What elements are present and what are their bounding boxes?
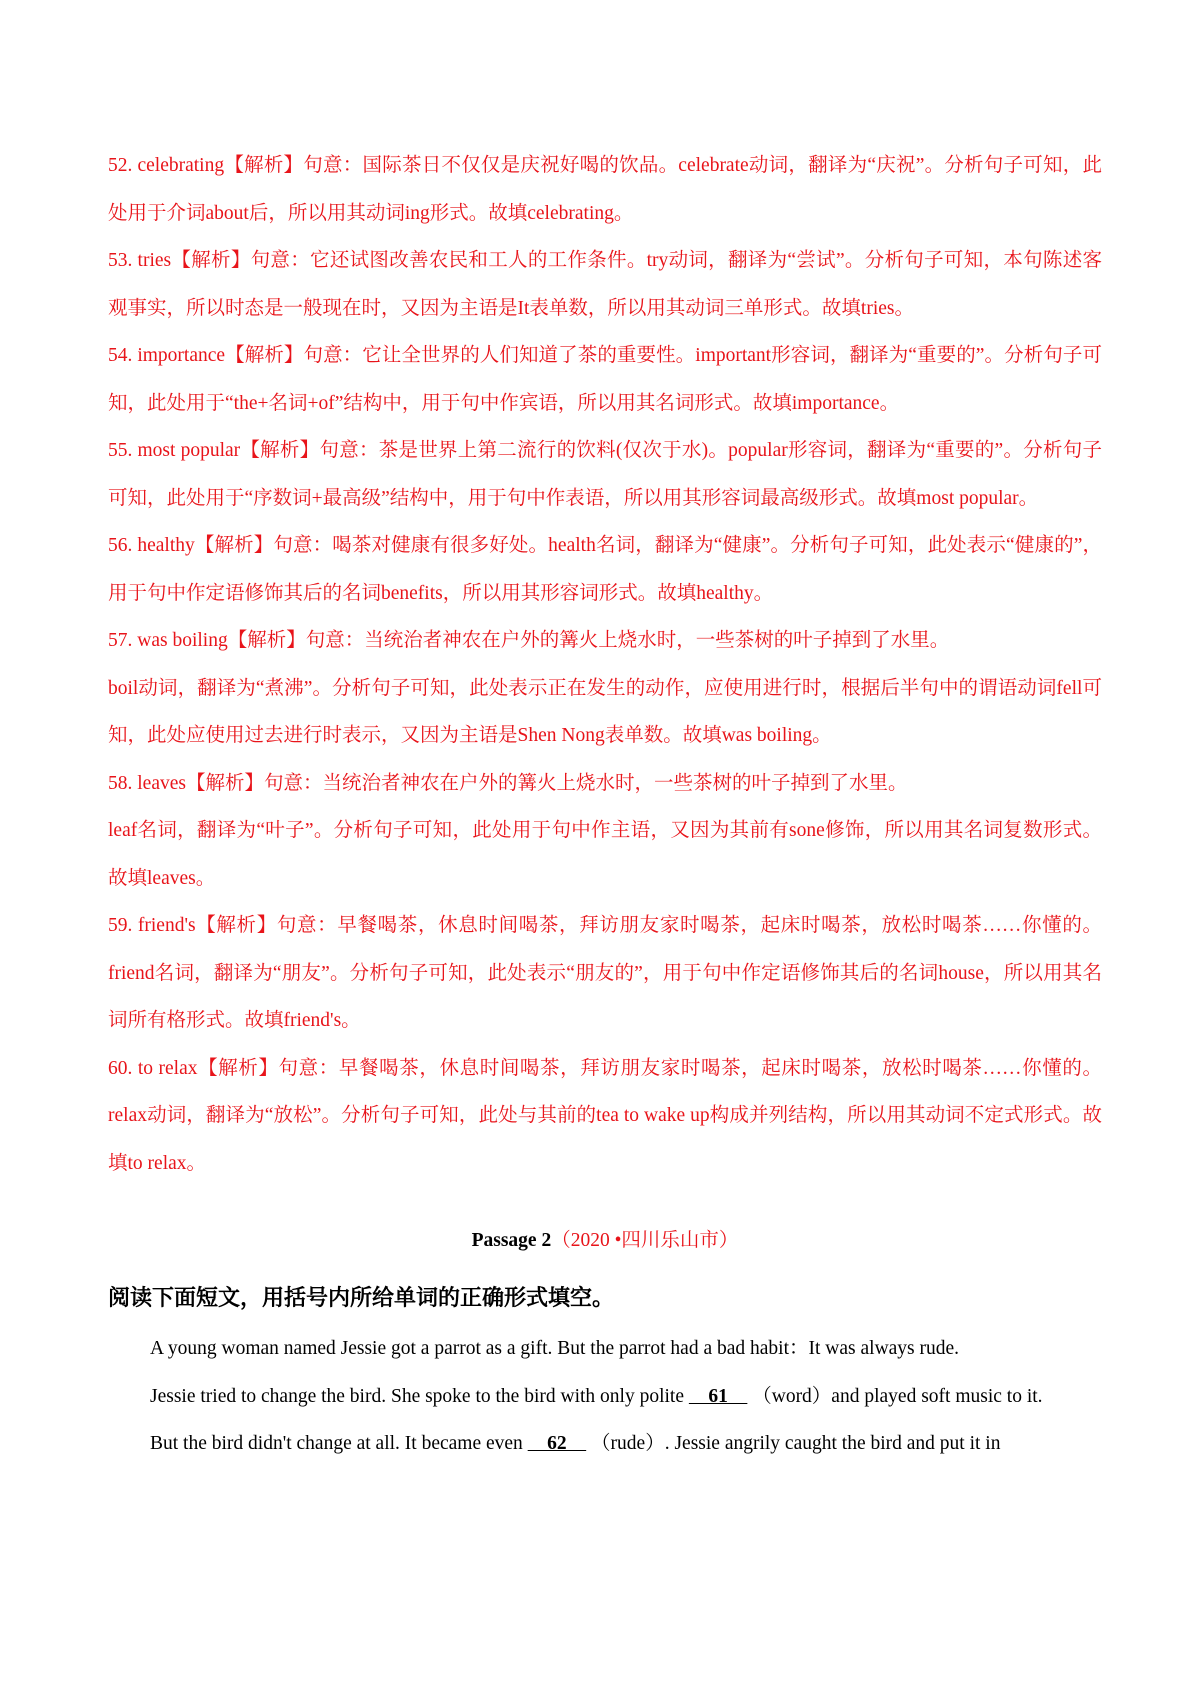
passage-label: Passage 2 [471, 1230, 552, 1251]
answer-56: 56. healthy【解析】句意：喝茶对健康有很多好处。health名词，翻译为“健康”。分析句子可知，此处表示“健康的”，用于句中作定语修饰其后的名词benefits，所以用其形容词形式。故填healthy。 [108, 535, 1102, 604]
answer-52: 52. celebrating【解析】句意：国际茶日不仅仅是庆祝好喝的饮品。celebrate动词，翻译为“庆祝”。分析句子可知，此处用于介词about后，所以用其动词ing形式。故填celebrating。 [108, 155, 1102, 224]
document-page [108, 142, 1102, 1468]
answer-58-line1: 58. leaves【解析】句意：当统治者神农在户外的篝火上烧水时，一些茶树的叶子掉到了水里。 [108, 772, 908, 794]
passage-source: （2020 •四川乐山市） [551, 1230, 739, 1251]
answer-57-line2: boil动词，翻译为“煮沸”。分析句子可知，此处表示正在发生的动作，应使用进行时，根据后半句中的谓语动词fell可知，此处应使用过去进行时表示，又因为主语是Shen Nong表单数。故填was boiling。 [108, 677, 1102, 746]
story-paragraph-1: A young woman named Jessie got a parrot as a gift. But the parrot had a bad habit：It was always rude. [150, 1338, 960, 1359]
passage-heading [108, 1221, 1102, 1261]
instruction: 阅读下面短文，用括号内所给单词的正确形式填空。 [108, 1286, 615, 1311]
story-p3-text-after: （rude）. Jessie angrily caught the bird and put it in [586, 1433, 1001, 1454]
answer-53: 53. tries【解析】句意：它还试图改善农民和工人的工作条件。try动词，翻译为“尝试”。分析句子可知，本句陈述客观事实，所以时态是一般现在时，又因为主语是It表单数，所以用其动词三单形式。故填tries。 [108, 250, 1102, 319]
story-p2-text-after: （word）and played soft music to it. [747, 1385, 1043, 1407]
answer-55: 55. most popular【解析】句意：茶是世界上第二流行的饮料(仅次于水)。popular形容词，翻译为“重要的”。分析句子可知，此处用于“序数词+最高级”结构中，用于句中作表语，所以用其形容词最高级形式。故填most popular。 [108, 440, 1102, 509]
answer-59: 59. friend's【解析】句意：早餐喝茶，休息时间喝茶，拜访朋友家时喝茶，起床时喝茶，放松时喝茶……你懂的。friend名词，翻译为“朋友”。分析句子可知，此处表示“朋友的”，用于句中作定语修饰其后的名词house，所以用其名词所有格形式。故填friend's。 [108, 915, 1102, 1031]
answer-54: 54. importance【解析】句意：它让全世界的人们知道了茶的重要性。important形容词，翻译为“重要的”。分析句子可知，此处用于“the+名词+of”结构中，用于句中作宾语，所以用其名词形式。故填importance。 [108, 345, 1102, 414]
blank-62: 62 [527, 1433, 587, 1454]
blank-61: 61 [688, 1385, 748, 1407]
story-p2-text-before: Jessie tried to change the bird. She spoke to the bird with only polite [150, 1385, 689, 1407]
answer-60: 60. to relax【解析】句意：早餐喝茶，休息时间喝茶，拜访朋友家时喝茶，起床时喝茶，放松时喝茶……你懂的。relax动词，翻译为“放松”。分析句子可知，此处与其前的tea to wake up构成并列结构，所以用其动词不定式形式。故填to relax。 [108, 1057, 1102, 1174]
story-paragraph-2 [108, 1373, 1102, 1421]
answer-58-line2: leaf名词，翻译为“叶子”。分析句子可知，此处用于句中作主语，又因为其前有sone修饰，所以用其名词复数形式。故填leaves。 [108, 820, 1102, 889]
answer-57-line1: 57. was boiling【解析】句意：当统治者神农在户外的篝火上烧水时，一些茶树的叶子掉到了水里。 [108, 630, 950, 651]
story-paragraph-3 [108, 1420, 1102, 1468]
answer-explanations [108, 142, 1102, 1187]
story-p3-text-before: But the bird didn't change at all. It became even [150, 1433, 528, 1454]
